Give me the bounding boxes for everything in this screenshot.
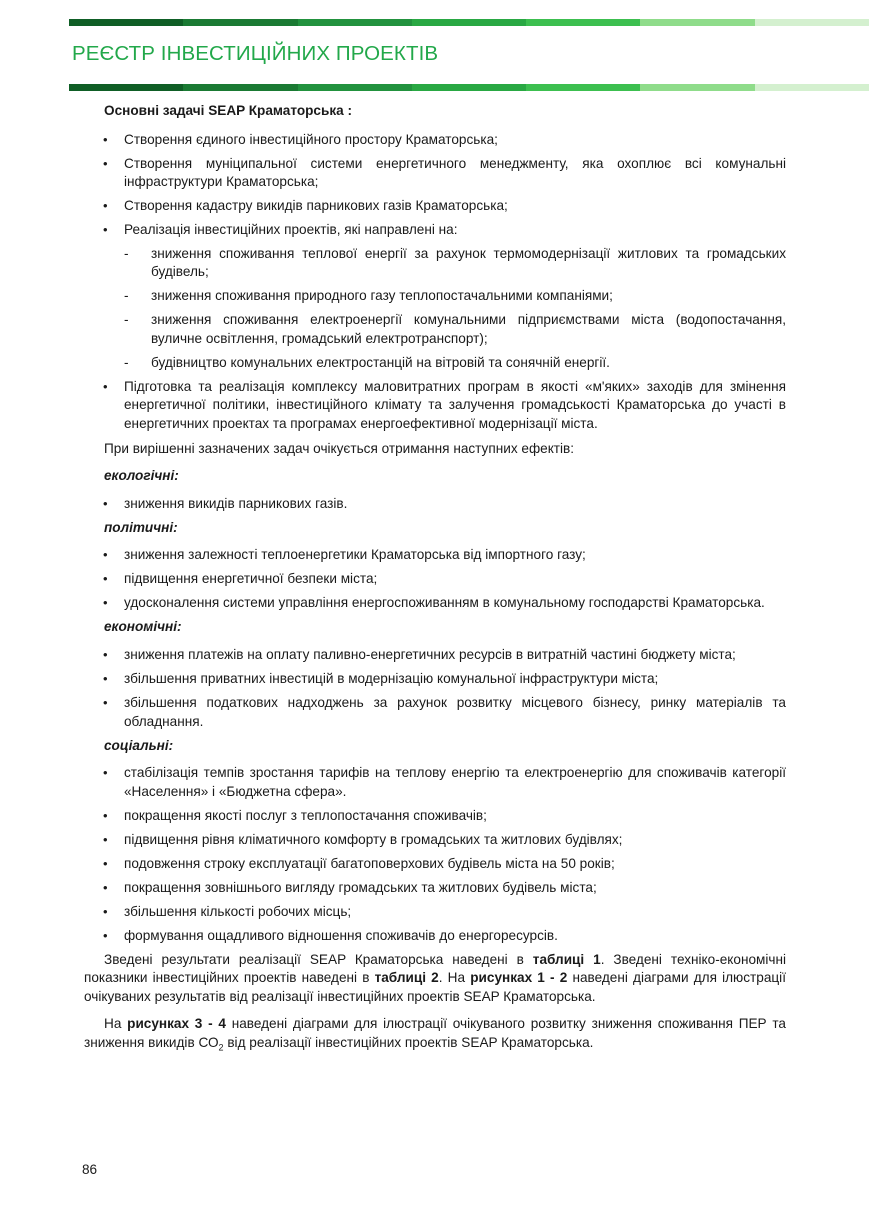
bar-segment: [298, 84, 412, 91]
subscript: 2: [218, 1042, 224, 1053]
header-bottom-bar: [69, 84, 869, 91]
header-top-bar: [69, 19, 869, 26]
text-span: . Зведені техніко-економічні показники інвестиційних проектів наведені в: [84, 951, 786, 986]
figures-1-2-ref: рисунках 1 - 2: [470, 970, 568, 986]
sub-list-item: - будівництво комунальних електростанцій на вітровій та сонячній енергії.: [124, 354, 786, 373]
list-item: • підвищення енергетичної безпеки міста;: [104, 570, 786, 589]
list-item: • збільшення кількості робочих місць;: [104, 903, 786, 922]
list-item: • покращення якості послуг з теплопостачання споживачів;: [104, 807, 786, 826]
bar-segment: [526, 19, 640, 26]
text-span: наведені діаграми для ілюстрації очікуваного розвитку зниження споживання ПЕР та зниження викидів СО: [84, 1016, 786, 1050]
list-item: • підвищення рівня кліматичного комфорту в громадських та житлових будівлях;: [104, 831, 786, 850]
bar-segment: [69, 84, 183, 91]
text-span: На: [104, 1016, 128, 1032]
list-item: • збільшення приватних інвестицій в модернізацію комунальної інфраструктури міста;: [104, 670, 786, 689]
list-item: • подовження строку експлуатації багатоповерхових будівель міста на 50 років;: [104, 855, 786, 874]
category-ecological: екологічні:: [104, 468, 179, 484]
list-item-text: Реалізація інвестиційних проектів, які направлені на:: [124, 222, 458, 238]
list-item: • формування ощадливого відношення споживачів до енергоресурсів.: [104, 927, 786, 946]
category-economic: економічні:: [104, 619, 182, 635]
sub-list-item: - зниження споживання природного газу теплопостачальними компаніями;: [124, 287, 786, 306]
tasks-list: [104, 131, 786, 434]
list-item: [104, 221, 786, 372]
document-body: [84, 102, 786, 1057]
text-span: Зведені результати реалізації SEAP Краматорська наведені в: [104, 951, 533, 967]
bar-segment: [298, 19, 412, 26]
bar-segment: [183, 19, 297, 26]
bar-segment: [640, 19, 754, 26]
category-social: соціальні:: [104, 737, 174, 753]
bar-segment: [412, 84, 526, 91]
page-number: 86: [82, 1162, 98, 1177]
list-item: • зниження викидів парникових газів.: [104, 495, 786, 514]
list-item: • Створення єдиного інвестиційного простору Краматорська;: [104, 131, 786, 150]
social-list: [104, 764, 786, 945]
summary-paragraph: [84, 951, 786, 1007]
bar-segment: [640, 84, 754, 91]
text-span: . На: [438, 970, 471, 986]
bar-segment: [755, 84, 869, 91]
subtasks-list: [124, 245, 786, 373]
text-span: від реалізації інвестиційних проектів SEAP Краматорська.: [223, 1034, 594, 1050]
sub-list-item: - зниження споживання теплової енергії за рахунок термомодернізації житлових та громадських будівель;: [124, 245, 786, 282]
list-item: • покращення зовнішнього вигляду громадських та житлових будівель міста;: [104, 879, 786, 898]
bar-segment: [526, 84, 640, 91]
bar-segment: [412, 19, 526, 26]
bar-segment: [755, 19, 869, 26]
list-item: • Створення муніципальної системи енергетичного менеджменту, яка охоплює всі комунальні інфраструктури Краматорська;: [104, 155, 786, 192]
page-title: РЕЄСТР ІНВЕСТИЦІЙНИХ ПРОЕКТІВ: [72, 42, 439, 65]
table-1-ref: таблиці 1: [532, 951, 601, 967]
sub-list-item: - зниження споживання електроенергії комунальними підприємствами міста (водопостачання, вуличне освітлення, громадський електротранспорт);: [124, 311, 786, 348]
text-span: наведені діаграми для ілюстрації очікуваних результатів від реалізації інвестиційних проектів SEAP Краматорська.: [84, 970, 786, 1004]
figures-3-4-ref: рисунках 3 - 4: [127, 1016, 226, 1032]
list-item: • Створення кадастру викидів парникових газів Краматорська;: [104, 197, 786, 216]
effects-intro: При вирішенні зазначених задач очікується отримання наступних ефектів:: [104, 440, 575, 456]
bar-segment: [183, 84, 297, 91]
category-political: політичні:: [104, 519, 178, 535]
table-2-ref: таблиці 2: [374, 970, 439, 986]
ecological-list: [104, 495, 786, 514]
section-heading: Основні задачі SEAP Краматорська :: [104, 103, 353, 118]
bar-segment: [69, 19, 183, 26]
list-item: • збільшення податкових надходжень за рахунок розвитку місцевого бізнесу, ринку матеріалів та обладнання.: [104, 694, 786, 731]
figures-paragraph: [84, 1015, 786, 1057]
economic-list: [104, 646, 786, 731]
list-item: • Підготовка та реалізація комплексу маловитратних програм в якості «м'яких» заходів для змінення енергетичної політики, інвестиційного клімату та залучення громадськості Краматорська до участі в енергетичних проектах та програмах енергоефективної модернізації міста.: [104, 378, 786, 434]
list-item: • зниження платежів на оплату паливно-енергетичних ресурсів в витратній частині бюджету міста;: [104, 646, 786, 665]
political-list: [104, 546, 786, 613]
list-item: • стабілізація темпів зростання тарифів на теплову енергію та електроенергію для споживачів категорії «Населення» і «Бюджетна сфера».: [104, 764, 786, 801]
list-item: • удосконалення системи управління енергоспоживанням в комунальному господарстві Краматорська.: [104, 594, 786, 613]
list-item: • зниження залежності теплоенергетики Краматорська від імпортного газу;: [104, 546, 786, 565]
